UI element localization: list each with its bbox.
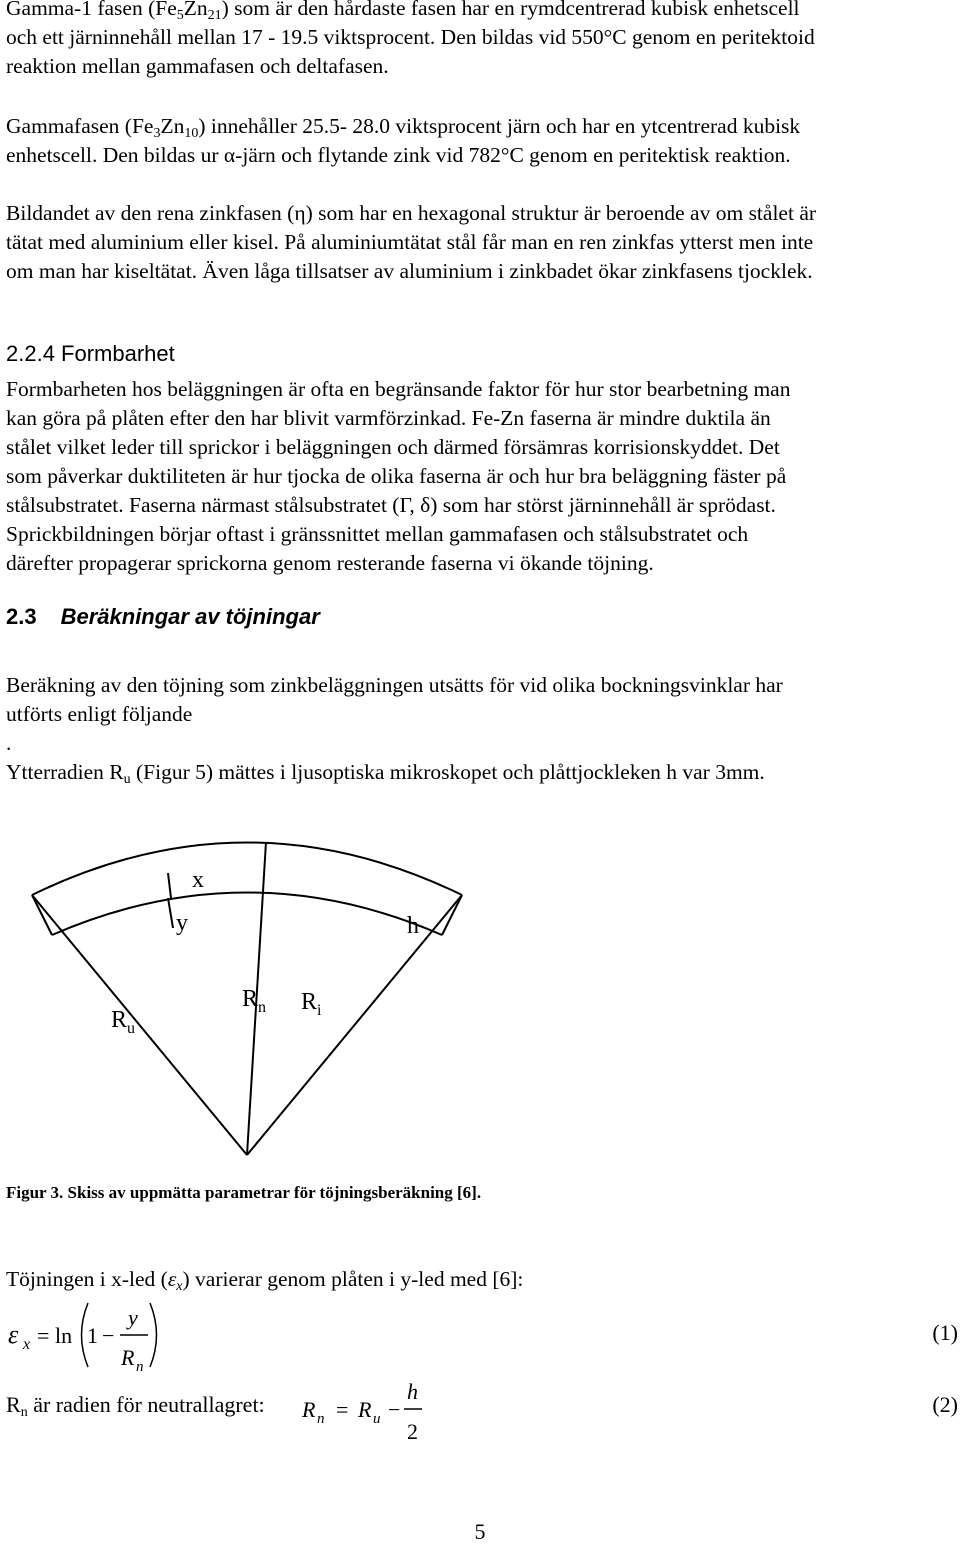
svg-text:−: − xyxy=(388,1397,401,1422)
label-ri: $R_i$ xyxy=(301,989,322,1019)
text-line: om man har kiseltätat. Även låga tillsatser av aluminium i zinkbadet ökar zinkfasens tjocklek. xyxy=(6,259,813,283)
label-y: y xyxy=(176,910,188,936)
subscript: 3 xyxy=(153,126,161,141)
text-line: . xyxy=(6,731,12,755)
paragraph-berakning xyxy=(6,671,956,758)
text-line: som påverkar duktiliteten är hur tjocka de olika faserna är och hur bra beläggning fäster på xyxy=(6,464,787,488)
text-line: enhetscell. Den bildas ur α-järn och flytande zink vid 782°C genom en peritektisk reaktion. xyxy=(6,143,791,167)
text-line: Bildandet av den rena zinkfasen (η) som har en hexagonal struktur är beroende av om stålet är xyxy=(6,201,817,225)
text-line: stålsubstratet. Faserna närmast stålsubstratet (Γ, δ) som har störst järninnehåll är sprödast. xyxy=(6,493,776,517)
paragraph-tojningen xyxy=(6,1265,956,1294)
svg-text:R: R xyxy=(302,1397,316,1422)
subscript: 10 xyxy=(184,126,199,141)
paragraph-formbarhet xyxy=(6,375,956,578)
equation-1 xyxy=(0,1295,960,1375)
section-heading-berakningar xyxy=(6,604,320,630)
equation-1-formula xyxy=(0,1295,230,1375)
svg-text:=: = xyxy=(37,1323,50,1348)
svg-text:ln: ln xyxy=(55,1323,73,1348)
paragraph-gamma1 xyxy=(6,0,956,81)
text-line: reaktion mellan gammafasen och deltafasen. xyxy=(6,54,389,78)
label-h: h xyxy=(407,913,419,939)
equation-2 xyxy=(0,1377,960,1447)
svg-text:y: y xyxy=(128,1305,138,1330)
text-line: Gamma-1 fasen $(Fe_5Zn_{21})$ som är den hårdaste fasen har en rymdcentrerad kubisk enhetscell xyxy=(6,0,800,23)
svg-text:−: − xyxy=(102,1323,115,1348)
label-ru: $R_u$ xyxy=(111,1007,136,1037)
section-title: Beräkningar av töjningar xyxy=(60,604,320,629)
text-line: stålet vilket leder till sprickor i beläggningen och därmed försämras korrisionskyddet. Det xyxy=(6,435,780,459)
label-rn: $R_n$ xyxy=(242,986,267,1016)
svg-text:1: 1 xyxy=(87,1323,98,1348)
text-line: Formbarheten hos beläggningen är ofta en begränsande faktor för hur stor bearbetning man xyxy=(6,377,791,401)
svg-text:n: n xyxy=(136,1359,144,1375)
svg-text:u: u xyxy=(373,1411,381,1427)
text-line: Ytterradien $R_u$ (Figur 5) mättes i ljusoptiska mikroskopet och plåttjockleken h var 3mm. xyxy=(6,760,765,787)
bending-sketch-figure xyxy=(0,810,620,1170)
radius-right-line xyxy=(247,895,462,1155)
equation-number: (1) xyxy=(932,1320,958,1345)
outer-arc xyxy=(32,843,462,896)
y-indicator-line xyxy=(168,898,173,928)
text-line: tätat med aluminium eller kisel. På aluminiumtätat stål får man en ren zinkfas ytterst men inte xyxy=(6,230,814,254)
page-number: 5 xyxy=(474,1519,486,1544)
svg-text:R: R xyxy=(121,1345,135,1370)
inner-arc xyxy=(52,893,442,936)
section-number: 2.3 xyxy=(6,604,37,629)
equation-number: (2) xyxy=(932,1392,958,1417)
paragraph-gammafasen xyxy=(6,112,956,170)
radius-left-line xyxy=(32,895,247,1155)
svg-text:n: n xyxy=(317,1411,325,1427)
text-line: Gammafasen $(Fe_3Zn_{10})$ innehåller 25.5- 28.0 viktsprocent järn och har en ytcentrerad kubisk xyxy=(6,114,801,141)
svg-text:h: h xyxy=(407,1379,418,1404)
subscript: x xyxy=(176,1279,183,1294)
figure-caption: Figur 3. Skiss av uppmätta parametrar för töjningsberäkning [6]. xyxy=(6,1183,482,1202)
svg-text:=: = xyxy=(336,1397,349,1422)
subscript: u xyxy=(123,772,131,787)
svg-text:ε: ε xyxy=(8,1320,19,1349)
text-line: Töjningen i x-led $(\varepsilon_x)$ varierar genom plåten i y-led med [6]: xyxy=(6,1267,524,1294)
subscript: 21 xyxy=(207,8,222,23)
label-x: x xyxy=(192,867,204,893)
text-line: därefter propagerar sprickorna genom resterande faserna vi ökande töjning. xyxy=(6,551,654,575)
text-line: utförts enligt följande xyxy=(6,702,193,726)
paragraph-zinkfasen xyxy=(6,199,956,286)
svg-text:x: x xyxy=(23,1336,31,1353)
section-heading-formbarhet: 2.2.4 Formbarhet xyxy=(6,341,175,366)
epsilon-symbol: ε xyxy=(167,1267,177,1291)
text-line: Beräkning av den töjning som zinkbeläggningen utsätts för vid olika bockningsvinklar har xyxy=(6,673,783,697)
equation-2-formula xyxy=(300,1377,450,1447)
equation-2-prefix: $R_n$ är radien för neutrallagret: xyxy=(6,1392,265,1420)
paragraph-ytterradien xyxy=(6,758,956,787)
text-line: och ett järninnehåll mellan 17 - 19.5 viktsprocent. Den bildas vid 550°C genom en peritektoid xyxy=(6,25,815,49)
text-line: Sprickbildningen börjar oftast i gränssnittet mellan gammafasen och stålsubstratet och xyxy=(6,522,749,546)
x-indicator-line xyxy=(168,873,171,898)
svg-text:R: R xyxy=(358,1397,372,1422)
svg-text:2: 2 xyxy=(407,1419,418,1444)
subscript: 5 xyxy=(176,8,184,23)
text-line: kan göra på plåten efter den har blivit varmförzinkad. Fe-Zn faserna är mindre duktila än xyxy=(6,406,771,430)
